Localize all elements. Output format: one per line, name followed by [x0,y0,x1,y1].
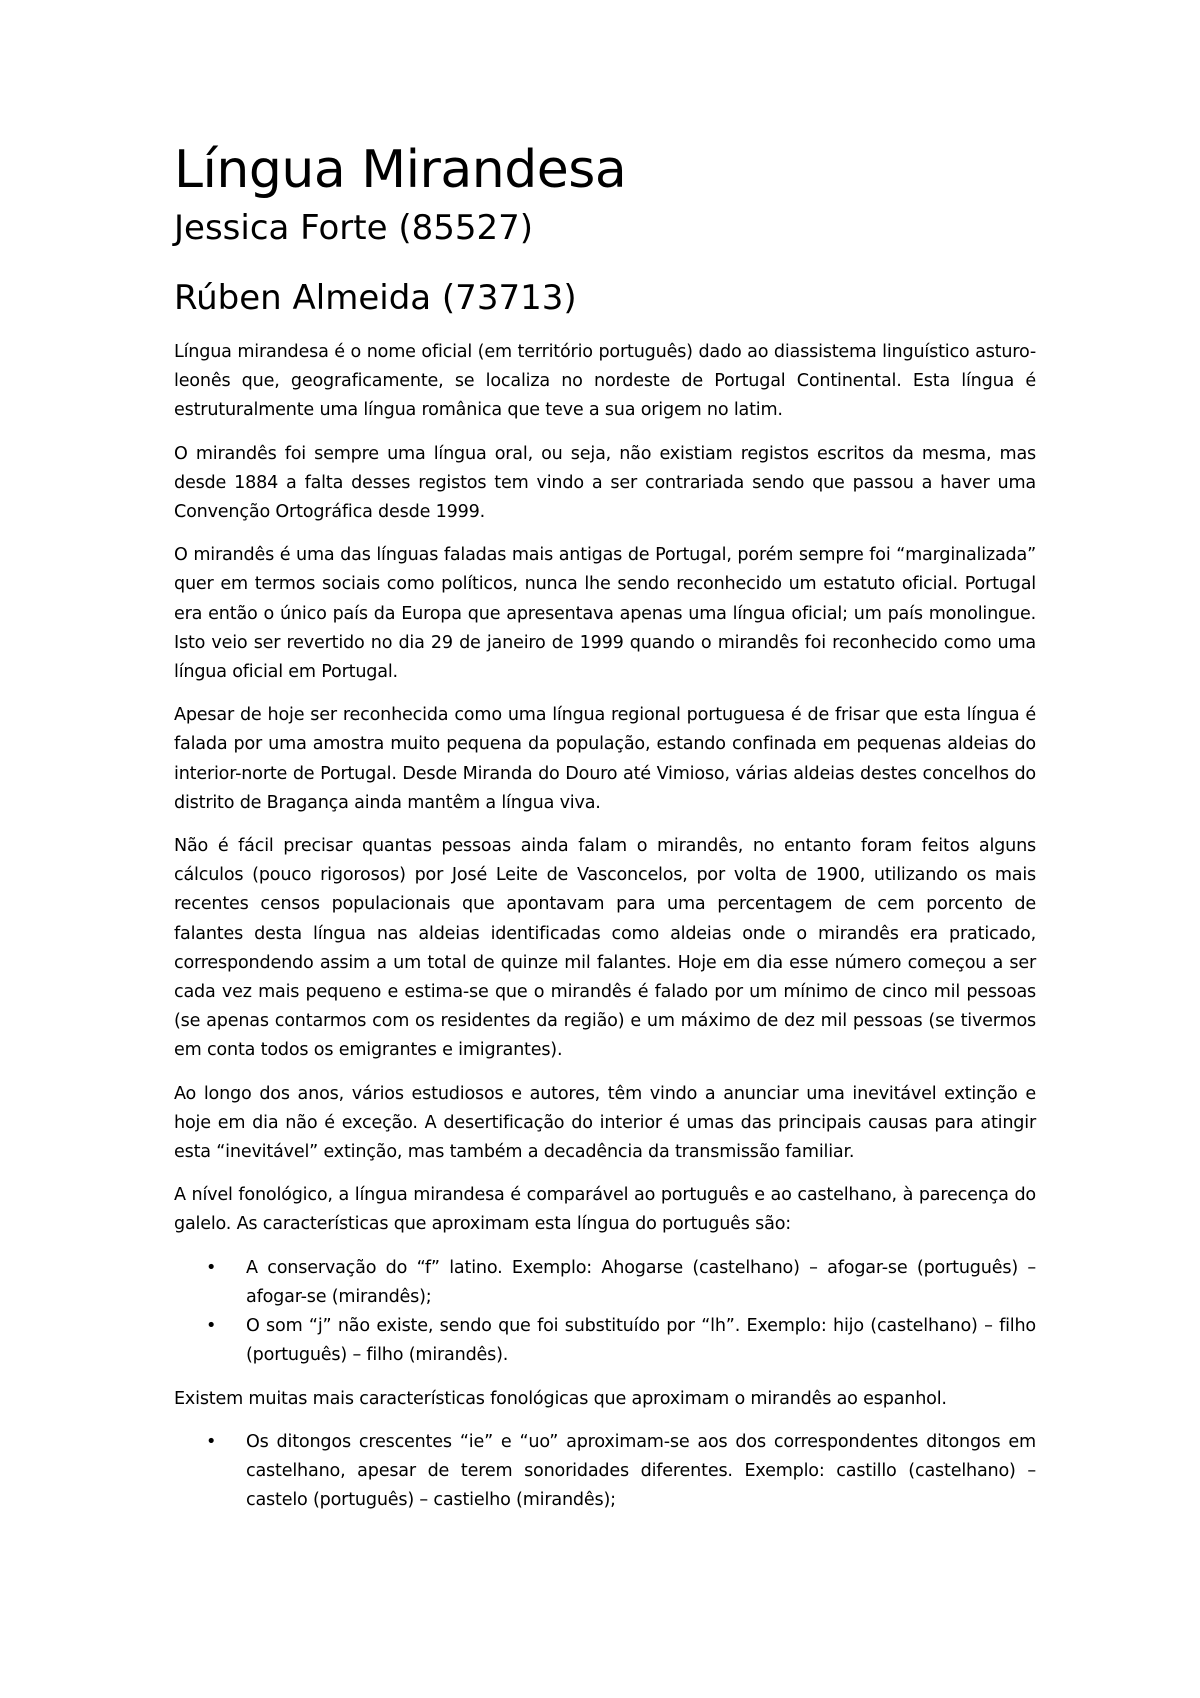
list-item-text: Os ditongos crescentes “ie” e “uo” aproximam-se aos dos correspondentes ditongos em castelhano, apesar de terem sonoridades diferentes. Exemplo: castillo (castelhano) – castelo (português) – castielho (mirandês); [246,1431,1036,1511]
paragraph-5: Não é fácil precisar quantas pessoas ainda falam o mirandês, no entanto foram feitos alguns cálculos (pouco rigorosos) por José Leite de Vasconcelos, por volta de 1900, utilizando os mais recentes censos populacionais que apontavam para uma percentagem de cem porcento de falantes desta língua nas aldeias identificadas como aldeias onde o mirandês era praticado, correspondendo assim a um total de quinze mil falantes. Hoje em dia esse número começou a ser cada vez mais pequeno e estima-se que o mirandês é falado por um mínimo de cinco mil pessoas (se apenas contarmos com os residentes da região) e um máximo de dez mil pessoas (se tivermos em conta todos os emigrantes e imigrantes). [174,836,1036,1061]
list-item [174,1254,1036,1312]
list-item-text: O som “j” não existe, sendo que foi substituído por “lh”. Exemplo: hijo (castelhano) – filho (português) – filho (mirandês). [246,1316,1036,1366]
author-2: Rúben Almeida (73713) [174,278,577,318]
paragraph-4: Apesar de hoje ser reconhecida como uma língua regional portuguesa é de frisar que esta língua é falada por uma amostra muito pequena da população, estando confinada em pequenas aldeias do interior-norte de Portugal. Desde Miranda do Douro até Vimioso, várias aldeias destes concelhos do distrito de Bragança ainda mantêm a língua viva. [174,705,1036,813]
bullet-icon: • [206,1257,217,1278]
list-item-text: A conservação do “f” latino. Exemplo: Ahogarse (castelhano) – afogar-se (português) – afogar-se (mirandês); [246,1257,1036,1307]
paragraph-3: O mirandês é uma das línguas faladas mais antigas de Portugal, porém sempre foi “marginalizada” quer em termos sociais como políticos, nunca lhe sendo reconhecido um estatuto oficial. Portugal era então o único país da Europa que apresentava apenas uma língua oficial; um país monolingue. Isto veio ser revertido no dia 29 de janeiro de 1999 quando o mirandês foi reconhecido como uma língua oficial em Portugal. [174,545,1036,683]
list-item [174,1312,1036,1370]
bullet-list-portuguese [174,1254,1036,1371]
paragraph-1: Língua mirandesa é o nome oficial (em território português) dado ao diassistema linguístico asturo-leonês que, geograficamente, se localiza no nordeste de Portugal Continental. Esta língua é estruturalmente uma língua românica que teve a sua origem no latim. [174,342,1036,421]
document-page [174,138,1036,1529]
document-title: Língua Mirandesa [174,140,627,200]
bullet-list-spanish [174,1428,1036,1516]
author-1: Jessica Forte (85527) [174,208,534,248]
list-item [174,1428,1036,1516]
paragraph-7: A nível fonológico, a língua mirandesa é comparável ao português e ao castelhano, à parecença do galelo. As características que aproximam esta língua do português são: [174,1185,1036,1235]
paragraph-2: O mirandês foi sempre uma língua oral, ou seja, não existiam registos escritos da mesma, mas desde 1884 a falta desses registos tem vindo a ser contrariada sendo que passou a haver uma Convenção Ortográfica desde 1999. [174,443,1036,523]
bullet-icon: • [206,1431,217,1452]
paragraph-6: Ao longo dos anos, vários estudiosos e autores, têm vindo a anunciar uma inevitável extinção e hoje em dia não é exceção. A desertificação do interior é umas das principais causas para atingir esta “inevitável” extinção, mas também a decadência da transmissão familiar. [174,1083,1036,1163]
bullet-icon: • [206,1316,217,1337]
paragraph-8: Existem muitas mais características fonológicas que aproximam o mirandês ao espanhol. [174,1388,947,1409]
